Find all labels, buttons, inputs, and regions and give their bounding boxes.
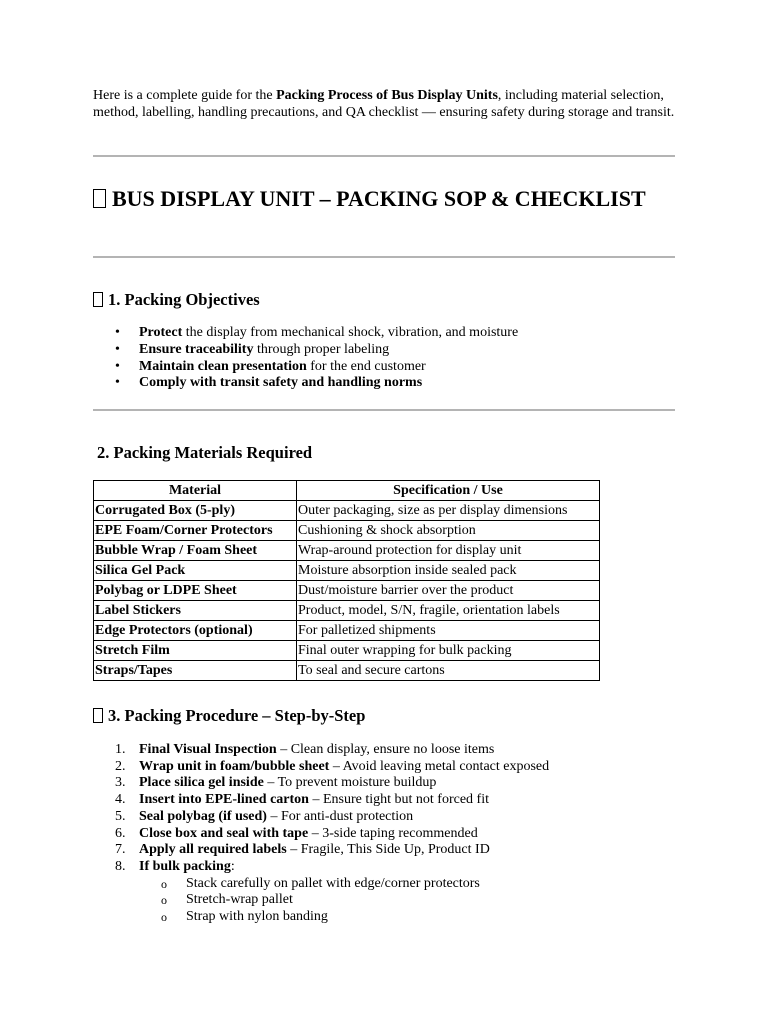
step-number: 6. bbox=[115, 825, 126, 841]
page-title bbox=[93, 186, 653, 212]
sub-list-item-text: Stack carefully on pallet with edge/corner protectors bbox=[186, 875, 480, 891]
list-item bbox=[93, 342, 518, 359]
spec-cell: Outer packaging, size as per display dimensions bbox=[297, 501, 600, 521]
intro-text-end: , including material selection, method, labelling, handling precautions, and QA checklist — ensuring safety during storage and transit. bbox=[93, 88, 675, 120]
list-item bbox=[93, 325, 518, 342]
spec-cell: Wrap-around protection for display unit bbox=[297, 541, 600, 561]
column-header-spec: Specification / Use bbox=[297, 481, 600, 501]
procedure-heading bbox=[93, 706, 365, 726]
list-item-bold: Ensure traceability bbox=[139, 341, 254, 357]
step-bold: Insert into EPE-lined carton bbox=[139, 792, 309, 808]
step-text: – For anti-dust protection bbox=[266, 808, 414, 824]
missing-glyph-icon bbox=[93, 708, 103, 723]
list-item bbox=[93, 742, 549, 759]
step-bold: Close box and seal with tape bbox=[139, 825, 309, 841]
intro-paragraph bbox=[93, 88, 678, 121]
step-bold: Wrap unit in foam/bubble sheet bbox=[139, 758, 330, 774]
circle-bullet-icon: o bbox=[161, 893, 167, 908]
list-item bbox=[93, 842, 549, 859]
missing-glyph-icon bbox=[93, 189, 106, 208]
step-bold: Seal polybag (if used) bbox=[139, 808, 267, 824]
material-cell: EPE Foam/Corner Protectors bbox=[94, 521, 297, 541]
step-number: 8. bbox=[115, 858, 126, 874]
list-item bbox=[93, 359, 518, 376]
step-text: – Fragile, This Side Up, Product ID bbox=[286, 842, 490, 858]
step-bold: Apply all required labels bbox=[139, 842, 287, 858]
step-bold: Place silica gel inside bbox=[139, 775, 264, 791]
list-item-text: through proper labeling bbox=[253, 341, 390, 357]
spec-cell: To seal and secure cartons bbox=[297, 661, 600, 681]
table-row bbox=[94, 621, 600, 641]
bullet-icon: • bbox=[115, 325, 120, 340]
material-cell: Edge Protectors (optional) bbox=[94, 621, 297, 641]
material-cell: Label Stickers bbox=[94, 601, 297, 621]
table-row bbox=[94, 541, 600, 561]
sub-list-item bbox=[139, 892, 549, 909]
circle-bullet-icon: o bbox=[161, 876, 167, 891]
list-item-text: the display from mechanical shock, vibration, and moisture bbox=[182, 325, 519, 340]
step-bold: If bulk packing bbox=[139, 858, 231, 874]
circle-bullet-icon: o bbox=[161, 910, 167, 925]
divider bbox=[93, 409, 675, 411]
material-cell: Straps/Tapes bbox=[94, 661, 297, 681]
table-row bbox=[94, 561, 600, 581]
spec-cell: Moisture absorption inside sealed pack bbox=[297, 561, 600, 581]
step-text: – Clean display, ensure no loose items bbox=[276, 742, 495, 757]
table-row bbox=[94, 601, 600, 621]
step-number: 2. bbox=[115, 758, 126, 774]
sub-list-item bbox=[139, 876, 549, 893]
objectives-heading-text: 1. Packing Objectives bbox=[108, 290, 260, 309]
list-item-bold: Maintain clean presentation bbox=[139, 358, 307, 374]
materials-heading: 2. Packing Materials Required bbox=[97, 443, 313, 462]
sub-list-item bbox=[139, 909, 549, 926]
table-row bbox=[94, 641, 600, 661]
table-row bbox=[94, 501, 600, 521]
table-row bbox=[94, 521, 600, 541]
bullet-icon: • bbox=[115, 358, 120, 374]
table-row bbox=[94, 581, 600, 601]
list-item-bold: Protect bbox=[139, 325, 183, 340]
material-cell: Polybag or LDPE Sheet bbox=[94, 581, 297, 601]
procedure-heading-text: 3. Packing Procedure – Step-by-Step bbox=[108, 706, 366, 725]
list-item-bold: Comply with transit safety and handling norms bbox=[139, 375, 423, 391]
step-text: – 3-side taping recommended bbox=[308, 825, 478, 841]
material-cell: Bubble Wrap / Foam Sheet bbox=[94, 541, 297, 561]
table-row bbox=[94, 661, 600, 681]
step-bold: Final Visual Inspection bbox=[139, 742, 277, 757]
column-header-material: Material bbox=[94, 481, 297, 501]
step-number: 1. bbox=[115, 742, 126, 757]
spec-cell: Dust/moisture barrier over the product bbox=[297, 581, 600, 601]
spec-cell: Final outer wrapping for bulk packing bbox=[297, 641, 600, 661]
list-item bbox=[93, 375, 518, 392]
step-number: 3. bbox=[115, 775, 126, 791]
material-cell: Stretch Film bbox=[94, 641, 297, 661]
spec-cell: Cushioning & shock absorption bbox=[297, 521, 600, 541]
step-text: – Ensure tight but not forced fit bbox=[308, 792, 489, 808]
spec-cell: For palletized shipments bbox=[297, 621, 600, 641]
list-item-text: for the end customer bbox=[306, 358, 426, 374]
step-number: 5. bbox=[115, 808, 126, 824]
intro-text-bold: Packing Process of Bus Display Units bbox=[276, 88, 498, 103]
divider bbox=[93, 256, 675, 258]
step-text: : bbox=[230, 858, 235, 874]
sub-list-item-text: Stretch-wrap pallet bbox=[186, 892, 293, 908]
intro-text-start: Here is a complete guide for the bbox=[93, 88, 277, 103]
bullet-icon: • bbox=[115, 341, 120, 357]
bulk-packing-sublist bbox=[139, 876, 549, 926]
materials-table bbox=[93, 480, 600, 681]
page-title-text: BUS DISPLAY UNIT – PACKING SOP & CHECKLIST bbox=[112, 186, 646, 211]
procedure-steps-list bbox=[93, 742, 549, 926]
list-item bbox=[93, 759, 549, 776]
list-item bbox=[93, 826, 549, 843]
table-header-row bbox=[94, 481, 600, 501]
list-item bbox=[93, 775, 549, 792]
list-item bbox=[93, 859, 549, 926]
step-text: – Avoid leaving metal contact exposed bbox=[329, 758, 550, 774]
divider bbox=[93, 155, 675, 157]
spec-cell: Product, model, S/N, fragile, orientation labels bbox=[297, 601, 600, 621]
list-item bbox=[93, 809, 549, 826]
bullet-icon: • bbox=[115, 375, 120, 391]
step-number: 4. bbox=[115, 792, 126, 808]
objectives-list bbox=[93, 325, 518, 392]
material-cell: Silica Gel Pack bbox=[94, 561, 297, 581]
sub-list-item-text: Strap with nylon banding bbox=[186, 909, 328, 925]
step-text: – To prevent moisture buildup bbox=[263, 775, 437, 791]
step-number: 7. bbox=[115, 842, 126, 858]
material-cell: Corrugated Box (5-ply) bbox=[94, 501, 297, 521]
missing-glyph-icon bbox=[93, 292, 103, 307]
objectives-heading bbox=[93, 290, 260, 310]
list-item bbox=[93, 792, 549, 809]
